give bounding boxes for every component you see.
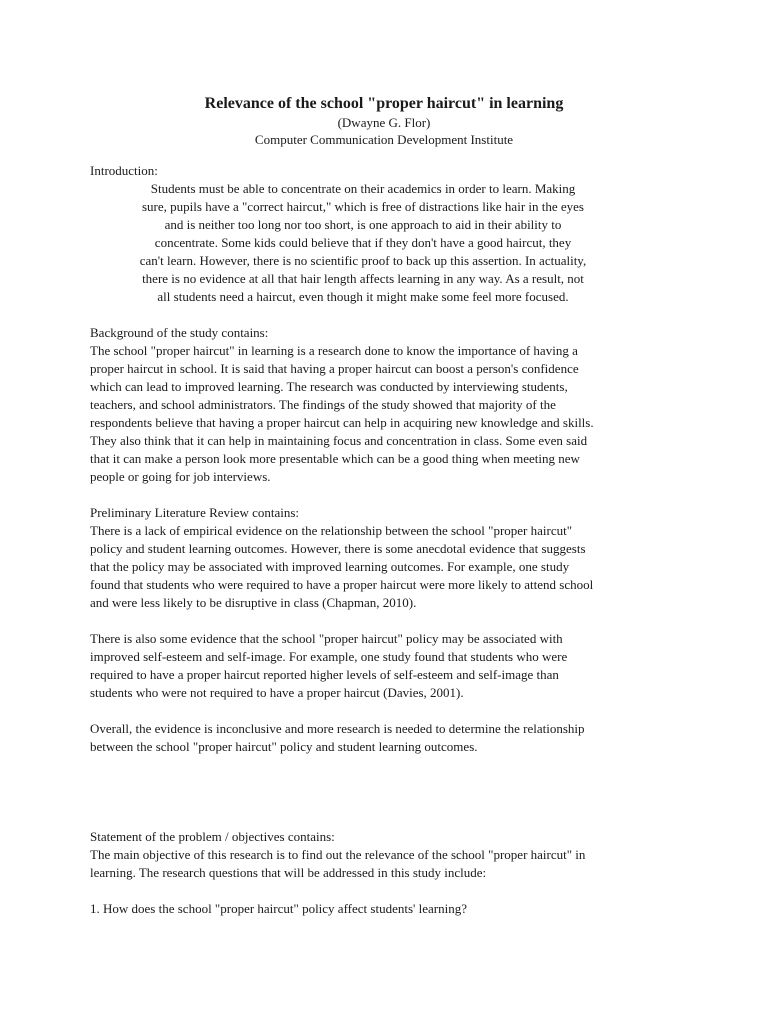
background-line: proper haircut in school. It is said that having a proper haircut can boost a person's confidence: [90, 361, 579, 376]
document-title: Relevance of the school "proper haircut" in learning: [204, 95, 564, 112]
intro-line: Students must be able to concentrate on their academics in order to learn. Making: [150, 181, 576, 196]
author-name: (Dwayne G. Flor): [337, 115, 431, 130]
background-line: which can lead to improved learning. The research was conducted by interviewing students,: [90, 379, 568, 394]
introduction-paragraph: [93, 180, 633, 306]
literature-line: and were less likely to be disruptive in class (Chapman, 2010).: [90, 595, 417, 610]
literature-line: There is also some evidence that the school "proper haircut" policy may be associated with: [90, 631, 563, 646]
background-paragraph: [90, 342, 690, 486]
literature-paragraph-3: [90, 720, 690, 756]
literature-line: improved self-esteem and self-image. For example, one study found that students who were: [90, 649, 568, 664]
background-line: teachers, and school administrators. The findings of the study showed that majority of the: [90, 397, 556, 412]
literature-line: that the policy may be associated with improved learning outcomes. For example, one study: [90, 559, 570, 574]
literature-line: students who were not required to have a proper haircut (Davies, 2001).: [90, 685, 464, 700]
document-header: [0, 94, 768, 148]
background-line: people or going for job interviews.: [90, 469, 271, 484]
problem-line: The main objective of this research is to find out the relevance of the school "proper haircut" in: [90, 847, 586, 862]
institute-name: Computer Communication Development Institute: [254, 132, 514, 147]
literature-line: Overall, the evidence is inconclusive and more research is needed to determine the relationship: [90, 721, 585, 736]
literature-heading: Preliminary Literature Review contains:: [90, 505, 300, 520]
research-question-1: 1. How does the school "proper haircut" policy affect students' learning?: [90, 901, 467, 916]
background-line: respondents believe that having a proper haircut can help in acquiring new knowledge and skills.: [90, 415, 594, 430]
document-body: [90, 162, 690, 918]
problem-heading: Statement of the problem / objectives contains:: [90, 829, 335, 844]
background-line: that it can make a person look more presentable which can be a good thing when meeting new: [90, 451, 580, 466]
intro-line: concentrate. Some kids could believe that if they don't have a good haircut, they: [154, 235, 572, 250]
intro-line: can't learn. However, there is no scientific proof to back up this assertion. In actuality,: [139, 253, 587, 268]
intro-line: sure, pupils have a "correct haircut," which is free of distractions like hair in the eyes: [142, 199, 584, 214]
introduction-heading: Introduction:: [90, 163, 158, 178]
literature-line: There is a lack of empirical evidence on the relationship between the school "proper haircut": [90, 523, 573, 538]
problem-line: learning. The research questions that will be addressed in this study include:: [90, 865, 487, 880]
background-line: The school "proper haircut" in learning is a research done to know the importance of having a: [90, 343, 578, 358]
intro-line: all students need a haircut, even though it might make some feel more focused.: [157, 289, 569, 304]
literature-paragraph-1: [90, 522, 690, 612]
literature-paragraph-2: [90, 630, 690, 702]
literature-line: required to have a proper haircut reported higher levels of self-esteem and self-image than: [90, 667, 559, 682]
intro-line: there is no evidence at all that hair length affects learning in any way. As a result, not: [142, 271, 584, 286]
intro-line: and is neither too long nor too short, is one approach to aid in their ability to: [164, 217, 562, 232]
background-line: They also think that it can help in maintaining focus and concentration in class. Some even said: [90, 433, 588, 448]
literature-line: policy and student learning outcomes. However, there is some anecdotal evidence that suggests: [90, 541, 586, 556]
literature-line: found that students who were required to have a proper haircut were more likely to attend school: [90, 577, 594, 592]
literature-line: between the school "proper haircut" policy and student learning outcomes.: [90, 739, 478, 754]
problem-paragraph: [90, 846, 690, 882]
background-heading: Background of the study contains:: [90, 325, 269, 340]
